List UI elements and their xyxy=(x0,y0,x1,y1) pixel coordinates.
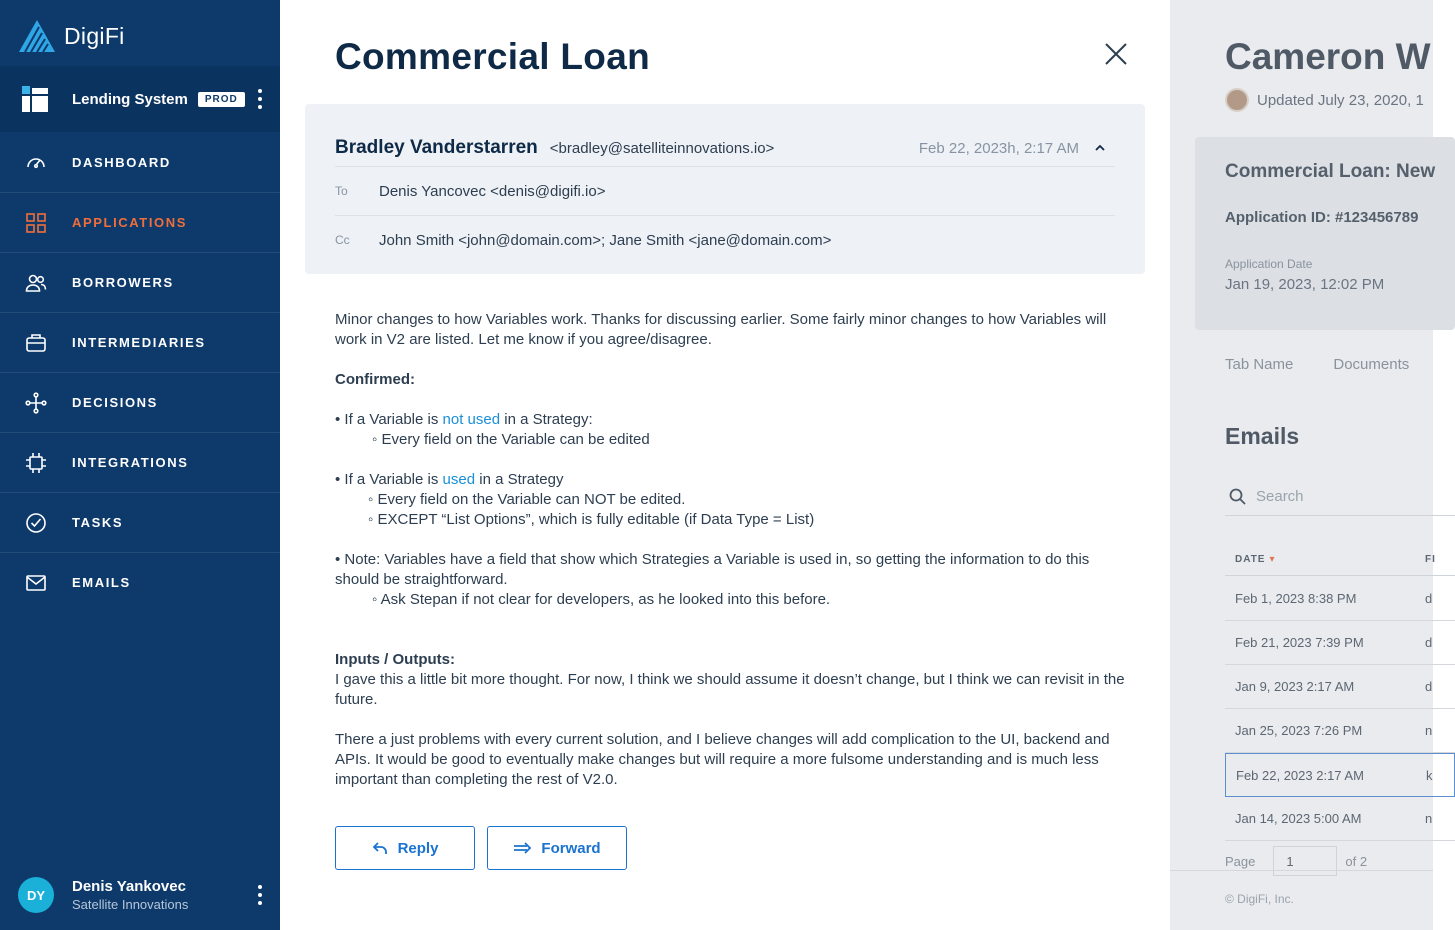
avatar xyxy=(1225,88,1249,112)
main-nav xyxy=(0,132,280,612)
table-row[interactable] xyxy=(1225,665,1455,709)
email-date: Feb 22, 2023h, 2:17 AM xyxy=(918,139,1079,157)
nav-label: EMAILS xyxy=(72,575,131,590)
application-date-value: Jan 19, 2023, 12:02 PM xyxy=(1225,276,1385,293)
confirmed-heading: Confirmed: xyxy=(335,371,415,388)
row-from: d xyxy=(1425,635,1433,650)
table-header xyxy=(1225,543,1455,576)
nav-label: INTERMEDIARIES xyxy=(72,335,206,350)
sender-row xyxy=(335,128,1115,168)
email-header xyxy=(305,104,1145,274)
users-icon xyxy=(25,272,47,294)
row-date: Feb 1, 2023 8:38 PM xyxy=(1235,591,1357,606)
to-label: To xyxy=(335,184,348,198)
forward-label: Forward xyxy=(541,839,601,857)
grid-icon xyxy=(25,212,47,234)
avatar: DY xyxy=(18,877,54,913)
closing-text: There a just problems with every current solution, and I believe changes will add complication to the UI, backend and APIs. It would be good to eventually make changes but will require a more fulsome understanding and is much less important than completing the rest of V2.0. xyxy=(335,731,1110,788)
tabs xyxy=(1225,356,1409,373)
bullet-note: • Note: Variables have a field that show which Strategies a Variable is used in, so getting the information to do this should be straightforward. xyxy=(335,551,1090,588)
nav-item-tasks[interactable] xyxy=(0,492,280,552)
forward-button[interactable] xyxy=(487,826,627,870)
table-row[interactable] xyxy=(1225,797,1455,841)
row-date: Jan 14, 2023 5:00 AM xyxy=(1235,811,1362,826)
not-used-link[interactable]: not used xyxy=(442,411,501,428)
nav-label: BORROWERS xyxy=(72,275,174,290)
col-date[interactable]: DATE xyxy=(1235,553,1266,565)
body-intro: Minor changes to how Variables work. Thanks for discussing earlier. Some fairly minor changes to how Variables will work in V2 are listed. Let me know if you agree/disagree. xyxy=(335,311,1107,348)
bullet-not-used xyxy=(335,410,1125,430)
application-date-label: Application Date xyxy=(1225,257,1313,271)
sender-email: <bradley@satelliteinnovations.io> xyxy=(549,139,775,157)
brand-name: DigiFi xyxy=(64,22,125,49)
nav-label: TASKS xyxy=(72,515,124,530)
system-menu-icon[interactable] xyxy=(254,89,266,109)
updated-text: Updated July 23, 2020, 1 xyxy=(1257,91,1424,109)
row-from: n xyxy=(1425,723,1433,738)
background-page xyxy=(1170,0,1436,930)
nav-label: DASHBOARD xyxy=(72,154,171,170)
footer xyxy=(1170,870,1433,930)
briefcase-icon xyxy=(25,332,47,354)
user-name: Denis Yankovec xyxy=(72,878,186,895)
gauge-icon xyxy=(25,151,47,173)
nav-item-dashboard[interactable] xyxy=(0,132,280,192)
cc-row xyxy=(335,216,1115,264)
digifi-logo-icon xyxy=(18,19,56,53)
bullet-used xyxy=(335,470,1125,490)
user-org: Satellite Innovations xyxy=(72,897,189,912)
forward-icon xyxy=(513,842,531,854)
user-profile[interactable] xyxy=(0,860,280,930)
lending-system-icon xyxy=(20,84,50,114)
table-row[interactable] xyxy=(1225,709,1455,753)
page-label: Page xyxy=(1225,853,1256,869)
search-icon xyxy=(1229,488,1246,505)
nav-item-integrations[interactable] xyxy=(0,432,280,492)
modal-title: Commercial Loan xyxy=(335,36,650,77)
io-heading: Inputs / Outputs: xyxy=(335,651,455,668)
table-row[interactable] xyxy=(1225,621,1455,665)
updated-info xyxy=(1225,88,1424,112)
tab-tab-name[interactable]: Tab Name xyxy=(1225,356,1294,373)
system-selector[interactable] xyxy=(0,66,280,132)
mail-icon xyxy=(25,572,47,594)
card-title: Commercial Loan: New xyxy=(1225,161,1436,182)
application-card xyxy=(1195,137,1455,330)
row-date: Jan 9, 2023 2:17 AM xyxy=(1235,679,1355,694)
sub-bullet: ◦ Ask Stepan if not clear for developers, as he looked into this before. xyxy=(372,591,831,608)
row-from: d xyxy=(1425,591,1433,606)
borrower-name: Cameron W xyxy=(1225,36,1431,77)
nav-label: DECISIONS xyxy=(72,395,158,410)
nav-label: INTEGRATIONS xyxy=(72,455,189,470)
nav-item-applications[interactable] xyxy=(0,192,280,252)
to-value: Denis Yancovec <denis@digifi.io> xyxy=(379,182,606,200)
chip-icon xyxy=(25,452,47,474)
search-placeholder: Search xyxy=(1256,488,1304,505)
col-from[interactable]: FI xyxy=(1425,553,1436,565)
reply-icon xyxy=(372,841,388,855)
to-row xyxy=(335,167,1115,215)
search-input[interactable] xyxy=(1225,478,1455,516)
nav-item-intermediaries[interactable] xyxy=(0,312,280,372)
row-date: Feb 21, 2023 7:39 PM xyxy=(1235,635,1364,650)
bullet-text: in a Strategy: xyxy=(500,411,593,428)
sender-name: Bradley Vanderstarren xyxy=(335,137,538,158)
row-date: Jan 25, 2023 7:26 PM xyxy=(1235,723,1363,738)
check-circle-icon xyxy=(25,512,47,534)
io-text: I gave this a little bit more thought. For now, I think we should assume it doesn’t change, but I think we can revisit in the future. xyxy=(335,671,1125,708)
emails-heading: Emails xyxy=(1225,423,1300,449)
user-info xyxy=(72,878,188,912)
reply-label: Reply xyxy=(397,839,439,857)
decision-icon xyxy=(25,392,47,414)
sub-bullet: ◦ Every field on the Variable can be edited xyxy=(372,431,650,448)
reply-button[interactable] xyxy=(335,826,475,870)
cc-label: Cc xyxy=(335,233,350,247)
email-modal xyxy=(280,0,1170,930)
system-name: Lending System xyxy=(72,90,188,108)
email-body xyxy=(335,310,1125,790)
row-from: n xyxy=(1425,811,1433,826)
nav-item-emails[interactable] xyxy=(0,552,280,612)
row-from: d xyxy=(1425,679,1433,694)
sub-bullet: ◦ EXCEPT “List Options”, which is fully editable (if Data Type = List) xyxy=(368,511,815,528)
cc-value: John Smith <john@domain.com>; Jane Smith <jane@domain.com> xyxy=(379,231,832,249)
table-row-selected[interactable] xyxy=(1225,753,1455,797)
nav-label: APPLICATIONS xyxy=(72,215,188,230)
bullet-text: • If a Variable is xyxy=(335,411,443,428)
row-from: k xyxy=(1426,767,1433,783)
table-row[interactable] xyxy=(1225,577,1455,621)
page-of: of 2 xyxy=(1345,853,1368,869)
nav-item-decisions[interactable] xyxy=(0,372,280,432)
env-badge: PROD xyxy=(198,92,245,107)
sidebar xyxy=(0,0,280,930)
digifi-logo[interactable] xyxy=(18,18,125,54)
tab-documents[interactable]: Documents xyxy=(1333,356,1410,373)
bullet-text: in a Strategy xyxy=(475,471,564,488)
page-input[interactable]: 1 xyxy=(1273,846,1337,876)
sub-bullet: ◦ Every field on the Variable can NOT be edited. xyxy=(368,491,686,508)
email-actions xyxy=(335,826,627,870)
sort-desc-icon: ▾ xyxy=(1269,553,1276,565)
nav-item-borrowers[interactable] xyxy=(0,252,280,312)
bullet-text: • If a Variable is xyxy=(335,471,443,488)
row-date: Feb 22, 2023 2:17 AM xyxy=(1236,767,1364,783)
used-link[interactable]: used xyxy=(442,471,476,488)
chevron-up-icon[interactable] xyxy=(1093,141,1107,155)
close-icon[interactable] xyxy=(1104,42,1128,66)
application-id: Application ID: #123456789 xyxy=(1225,209,1419,226)
copyright: © DigiFi, Inc. xyxy=(1225,892,1294,906)
user-menu-icon[interactable] xyxy=(254,885,266,905)
